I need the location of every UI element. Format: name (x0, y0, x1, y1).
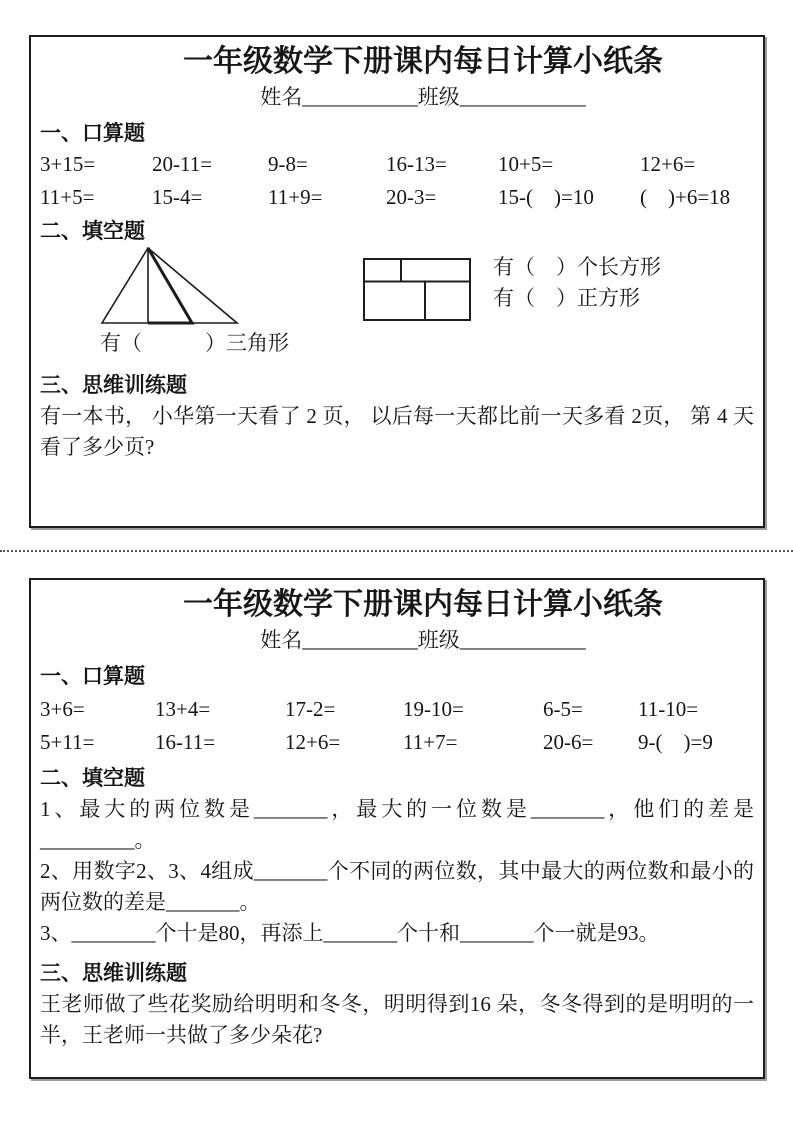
triangle-block (100, 245, 289, 357)
math-problem: 10+5= (498, 152, 554, 176)
triangle-figure (100, 245, 240, 327)
math-problem: 20-3= (386, 185, 437, 209)
rectangle-count-question: 有（ ）个长方形 (493, 255, 661, 279)
geometry-figures-row (40, 245, 754, 357)
fill-section-heading: 二、填空题 (40, 219, 145, 243)
math-problem: 15-4= (152, 185, 203, 209)
math-problem: 16-11= (155, 730, 216, 754)
fill-question-3: 3、________个十是80，再添上_______个十和_______个一就是93。 (40, 921, 660, 945)
math-problem: 12+6= (640, 152, 696, 176)
math-problem: 11+5= (40, 185, 95, 209)
fill-question-1: 1、最大的两位数是_______，最大的一位数是_______，他们的差是_________。 (40, 797, 754, 852)
math-problem: 11-10= (638, 697, 699, 721)
math-problem: 5+11= (40, 730, 95, 754)
math-problem: 19-10= (403, 697, 464, 721)
math-problem: ( )+6=18 (640, 185, 731, 209)
math-problem: 6-5= (543, 697, 583, 721)
thinking-section-heading: 三、思维训练题 (40, 373, 187, 397)
math-problem: 20-11= (152, 152, 213, 176)
math-problem: 20-6= (543, 730, 594, 754)
math-problem: 3+15= (40, 152, 96, 176)
math-problem: 9-8= (268, 152, 308, 176)
rectangle-questions (493, 252, 661, 314)
math-problem: 16-13= (386, 152, 447, 176)
worksheet-title: 一年级数学下册课内每日计算小纸条 (183, 45, 663, 78)
oral-section-heading: 一、口算题 (40, 121, 145, 145)
fill-in-blank-questions (40, 794, 754, 949)
oral-problems-row-2 (40, 694, 754, 758)
math-problem: 9-( )=9 (638, 730, 713, 754)
worksheet-title: 一年级数学下册课内每日计算小纸条 (183, 588, 663, 621)
math-problem: 11+7= (403, 730, 458, 754)
worksheet-card-2 (29, 578, 765, 1079)
worksheet-card-1 (29, 35, 765, 528)
math-problem: 11+9= (268, 185, 323, 209)
math-problem: 3+6= (40, 697, 85, 721)
oral-problems-row-1 (40, 149, 754, 213)
math-problem: 13+4= (155, 697, 211, 721)
math-problem: 17-2= (285, 697, 336, 721)
square-count-question: 有（ ）正方形 (493, 286, 640, 310)
triangle-question: 有（ ）三角形 (100, 331, 289, 355)
name-class-line: 姓名___________班级____________ (260, 85, 586, 109)
fill-section-heading: 二、填空题 (40, 766, 145, 790)
thinking-problem-text: 有一本书， 小华第一天看了 2 页， 以后每一天都比前一天多看 2页， 第 4 天看了多少页? (40, 404, 754, 459)
cut-line-separator (0, 550, 793, 552)
name-class-line: 姓名___________班级____________ (260, 628, 586, 652)
math-problem: 15-( )=10 (498, 185, 594, 209)
thinking-problem-text: 王老师做了些花奖励给明明和冬冬，明明得到16 朵，冬冬得到的是明明的一半，王老师一共做了多少朵花? (40, 992, 754, 1047)
thinking-section-heading: 三、思维训练题 (40, 961, 187, 985)
oral-section-heading: 一、口算题 (40, 664, 145, 688)
rectangle-figure (363, 258, 471, 321)
math-problem: 12+6= (285, 730, 341, 754)
fill-question-2: 2、用数字2、3、4组成_______个不同的两位数，其中最大的两位数和最小的两位数的差是_______。 (40, 859, 754, 914)
